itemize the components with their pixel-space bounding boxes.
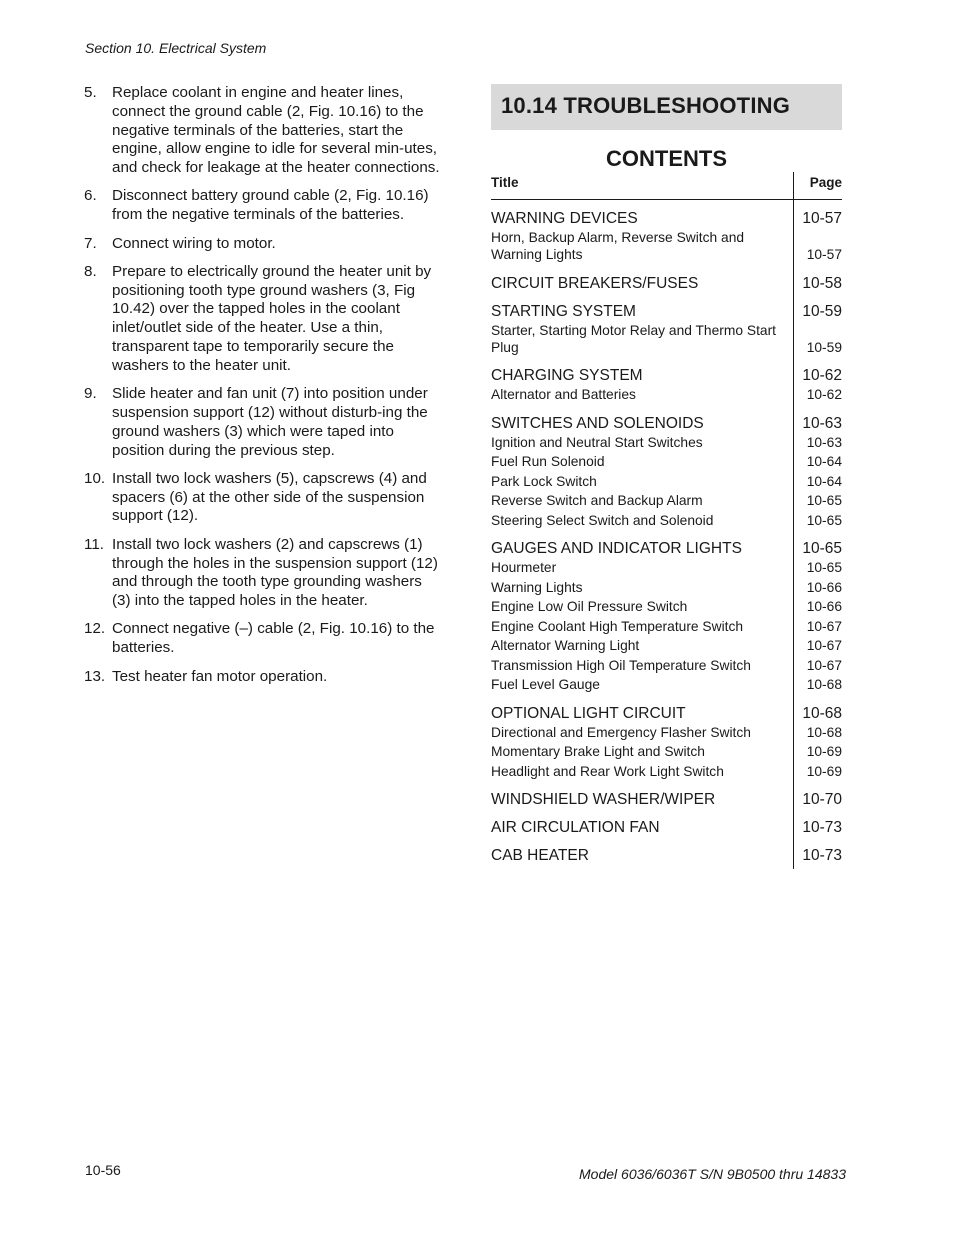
column-title-header: Title — [491, 175, 519, 190]
step-number: 6. — [84, 187, 97, 205]
contents-main-entry — [491, 414, 842, 433]
contents-group — [491, 809, 842, 837]
contents-main-entry — [491, 704, 842, 723]
sub-entry-title: Horn, Backup Alarm, Reverse Switch and Warning Lights — [491, 230, 745, 262]
step-text: Replace coolant in engine and heater lines, connect the ground cable (2, Fig. 10.16) to the negative terminals of the batteries, start the engine, allow engine to idle for several min-utes, and check for leakage at the heater connections. — [112, 84, 440, 177]
step-number: 9. — [84, 385, 97, 403]
contents-group — [491, 781, 842, 809]
sub-entry-title: Engine Low Oil Pressure Switch — [491, 599, 688, 614]
contents-sub-entry — [491, 763, 842, 782]
contents-sub-entry — [491, 579, 842, 598]
contents-header-row — [491, 172, 842, 200]
main-entry-page: 10-70 — [802, 791, 842, 808]
sub-entry-page: 10-68 — [806, 724, 842, 740]
main-entry-page: 10-65 — [802, 540, 842, 557]
contents-main-entry — [491, 302, 842, 321]
sub-entry-page: 10-59 — [806, 339, 842, 355]
sub-entry-title: Engine Coolant High Temperature Switch — [491, 618, 744, 634]
contents-sub-entry — [491, 434, 842, 453]
step-text: Connect wiring to motor. — [112, 234, 276, 252]
sub-entry-title: Alternator Warning Light — [491, 638, 640, 653]
main-entry-page: 10-62 — [802, 367, 842, 384]
step-number: 11. — [84, 535, 104, 553]
sub-entry-page: 10-67 — [806, 638, 842, 653]
main-entry-title: CAB HEATER — [491, 847, 589, 864]
main-entry-title: GAUGES AND INDICATOR LIGHTS — [491, 540, 742, 557]
step-number: 7. — [84, 234, 97, 252]
contents-sub-entry — [491, 473, 842, 492]
contents-group — [491, 200, 842, 265]
procedure-steps — [84, 84, 440, 696]
step-number: 8. — [84, 262, 97, 280]
main-entry-page: 10-73 — [802, 819, 842, 836]
sub-entry-page: 10-65 — [806, 560, 842, 575]
sub-entry-title: Transmission High Oil Temperature Switch — [491, 657, 751, 673]
contents-sub-entry — [491, 559, 842, 578]
column-divider — [793, 200, 794, 869]
main-entry-page: 10-73 — [802, 847, 842, 864]
contents-main-entry — [491, 274, 842, 293]
procedure-step — [84, 668, 440, 687]
sub-entry-title: Alternator and Batteries — [491, 387, 636, 402]
contents-sub-entry — [491, 453, 842, 472]
sub-entry-page: 10-62 — [806, 387, 842, 402]
contents-sub-entry — [491, 512, 842, 531]
section-heading: 10.14 TROUBLESHOOTING — [501, 93, 791, 118]
step-number: 13. — [84, 667, 106, 685]
main-entry-title: STARTING SYSTEM — [491, 302, 636, 320]
contents-sub-entry — [491, 322, 842, 358]
sub-entry-title: Reverse Switch and Backup Alarm — [491, 493, 703, 508]
page-number: 10-56 — [85, 1162, 121, 1178]
procedure-step — [84, 470, 440, 526]
sub-entry-page: 10-64 — [806, 454, 842, 469]
main-entry-page: 10-57 — [802, 210, 842, 227]
main-entry-title: WINDSHIELD WASHER/WIPER — [491, 791, 716, 808]
contents-group — [491, 357, 842, 405]
sub-entry-page: 10-63 — [806, 434, 842, 450]
main-entry-title: CHARGING SYSTEM — [491, 367, 643, 384]
contents-main-entry — [491, 209, 842, 228]
sub-entry-title: Ignition and Neutral Start Switches — [491, 434, 703, 450]
sub-entry-title: Starter, Starting Motor Relay and Thermo Start Plug — [491, 322, 777, 355]
sub-entry-title: Fuel Level Gauge — [491, 677, 600, 692]
procedure-step — [84, 385, 440, 460]
sub-entry-title: Steering Select Switch and Solenoid — [491, 512, 714, 528]
contents-sub-entry — [491, 492, 842, 511]
sub-entry-page: 10-69 — [806, 744, 842, 759]
sub-entry-title: Warning Lights — [491, 579, 583, 595]
main-entry-page: 10-63 — [802, 414, 842, 432]
sub-entry-title: Headlight and Rear Work Light Switch — [491, 763, 724, 779]
contents-sub-entry — [491, 724, 842, 743]
step-text: Test heater fan motor operation. — [112, 667, 328, 685]
sub-entry-page: 10-66 — [806, 579, 842, 595]
contents-sub-entry — [491, 618, 842, 637]
main-entry-page: 10-58 — [802, 274, 842, 292]
sub-entry-page: 10-69 — [806, 763, 842, 779]
sub-entry-title: Momentary Brake Light and Switch — [491, 744, 705, 759]
sub-entry-page: 10-66 — [806, 599, 842, 614]
procedure-step — [84, 84, 440, 178]
step-text: Prepare to electrically ground the heater unit by positioning tooth type ground washers (3, Fig 10.42) over the tapped holes in the coolant inlet/outlet side of the heater. Use a thin, transparent tape to temporarily secure the washers to the heater unit. — [112, 262, 432, 374]
main-entry-title: AIR CIRCULATION FAN — [491, 819, 660, 836]
step-text: Disconnect battery ground cable (2, Fig. 10.16) from the negative terminals of the batteries. — [112, 187, 429, 224]
sub-entry-title: Directional and Emergency Flasher Switch — [491, 724, 751, 740]
contents-main-entry — [491, 790, 842, 809]
main-entry-title: OPTIONAL LIGHT CIRCUIT — [491, 704, 686, 722]
step-number: 5. — [84, 84, 97, 101]
column-page-header: Page — [809, 175, 842, 190]
main-entry-title: SWITCHES AND SOLENOIDS — [491, 414, 704, 432]
contents-body — [491, 200, 842, 869]
sub-entry-title: Fuel Run Solenoid — [491, 454, 605, 469]
contents-sub-entry — [491, 657, 842, 676]
contents-group — [491, 265, 842, 293]
sub-entry-page: 10-67 — [806, 618, 842, 634]
contents-main-entry — [491, 846, 842, 865]
contents-table — [491, 172, 842, 869]
sub-entry-page: 10-57 — [806, 247, 842, 262]
contents-sub-entry — [491, 743, 842, 762]
sub-entry-page: 10-68 — [806, 677, 842, 692]
running-header: Section 10. Electrical System — [85, 40, 267, 56]
column-divider — [793, 172, 794, 199]
procedure-step — [84, 187, 440, 225]
contents-sub-entry — [491, 386, 842, 405]
contents-group — [491, 530, 842, 695]
contents-group — [491, 837, 842, 865]
model-footer: Model 6036/6036T S/N 9B0500 thru 14833 — [579, 1166, 846, 1182]
sub-entry-page: 10-67 — [806, 657, 842, 673]
contents-sub-entry — [491, 676, 842, 695]
contents-sub-entry — [491, 637, 842, 656]
contents-sub-entry — [491, 598, 842, 617]
procedure-step — [84, 235, 440, 254]
contents-main-entry — [491, 539, 842, 558]
step-number: 12. — [84, 620, 106, 638]
sub-entry-title: Park Lock Switch — [491, 473, 597, 489]
contents-group — [491, 695, 842, 782]
contents-main-entry — [491, 366, 842, 385]
main-entry-page: 10-68 — [802, 704, 842, 722]
step-number: 10. — [84, 469, 106, 487]
step-text: Install two lock washers (5), capscrews (4) and spacers (6) at the other side of the suspension support (12). — [112, 469, 427, 525]
contents-main-entry — [491, 818, 842, 837]
sub-entry-page: 10-65 — [806, 512, 842, 528]
sub-entry-page: 10-64 — [806, 473, 842, 489]
main-entry-title: WARNING DEVICES — [491, 210, 638, 227]
step-text: Connect negative (–) cable (2, Fig. 10.16) to the batteries. — [112, 620, 435, 657]
contents-sub-entry — [491, 229, 842, 265]
step-text: Slide heater and fan unit (7) into position under suspension support (12) without disturb-ing the ground washers (3) which were taped into position during the previous step. — [112, 385, 428, 459]
contents-group — [491, 293, 842, 358]
procedure-step — [84, 620, 440, 658]
procedure-step — [84, 263, 440, 376]
contents-title: CONTENTS — [606, 146, 727, 171]
main-entry-title: CIRCUIT BREAKERS/FUSES — [491, 274, 699, 292]
sub-entry-title: Hourmeter — [491, 560, 557, 575]
main-entry-page: 10-59 — [802, 302, 842, 320]
contents-group — [491, 405, 842, 531]
step-text: Install two lock washers (2) and capscrews (1) through the holes in the suspension support (12) and through the tooth type grounding washers (3) into the tapped holes in the heater. — [112, 535, 438, 610]
procedure-step — [84, 536, 440, 611]
sub-entry-page: 10-65 — [806, 493, 842, 508]
